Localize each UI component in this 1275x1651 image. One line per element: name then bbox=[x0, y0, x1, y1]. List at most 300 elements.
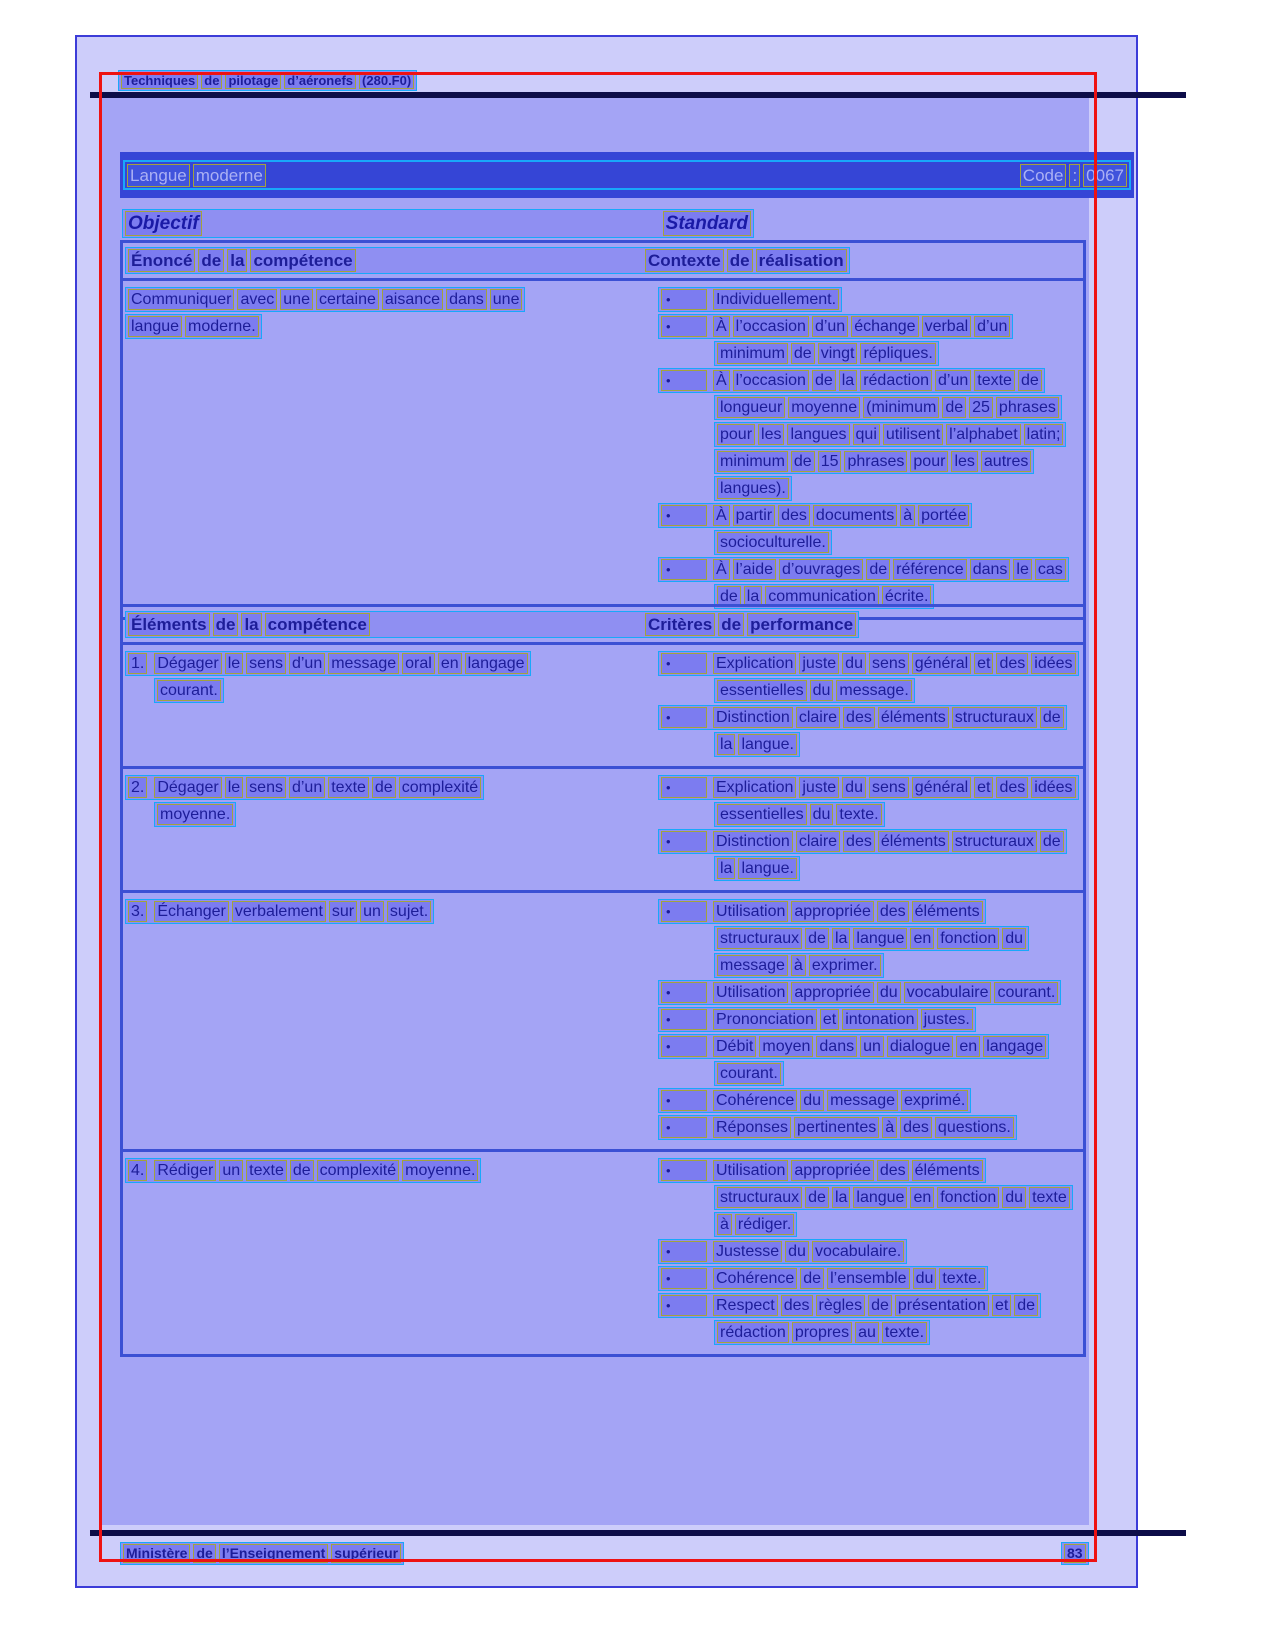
word-box: la bbox=[839, 370, 857, 391]
enonce-header bbox=[128, 249, 356, 272]
word-box: Ministère bbox=[123, 1544, 190, 1563]
word-box: de bbox=[198, 249, 224, 272]
table1-header-line bbox=[125, 247, 850, 274]
word-box: Utilisation bbox=[713, 901, 788, 922]
word-box: une bbox=[280, 289, 313, 310]
word-box: Utilisation bbox=[713, 982, 788, 1003]
word-box: 25 bbox=[969, 397, 993, 418]
word-box: de bbox=[1014, 1295, 1038, 1316]
word-box: de bbox=[868, 1295, 892, 1316]
word-box: Explication bbox=[713, 777, 796, 798]
word-box: 83 bbox=[1064, 1544, 1086, 1563]
word-box: et bbox=[820, 1009, 839, 1030]
text-line bbox=[125, 287, 525, 312]
course-code bbox=[1020, 164, 1127, 187]
elements-criteres-table bbox=[120, 604, 1086, 1357]
objectif-standard-row bbox=[122, 209, 754, 238]
word-box: règles bbox=[816, 1295, 866, 1316]
word-box: À bbox=[713, 316, 730, 337]
word-box: idées bbox=[1031, 653, 1075, 674]
word-box: utilisent bbox=[883, 424, 943, 445]
word-box: à bbox=[900, 505, 915, 526]
bullet-icon: • bbox=[661, 559, 707, 580]
word-box: structuraux bbox=[717, 928, 802, 949]
word-box: à bbox=[791, 955, 806, 976]
word-box: compétence bbox=[250, 249, 355, 272]
word-box: Distinction bbox=[713, 831, 793, 852]
enonce-cell bbox=[123, 285, 643, 611]
word-box: d’un bbox=[289, 653, 325, 674]
word-box: texte. bbox=[882, 1322, 927, 1343]
word-box: moyen bbox=[759, 1036, 813, 1057]
word-box: moyenne. bbox=[157, 804, 233, 825]
word-box: texte bbox=[1029, 1187, 1070, 1208]
table-row bbox=[123, 890, 1083, 1149]
word-box: 0067 bbox=[1083, 164, 1127, 187]
word-box: Débit bbox=[713, 1036, 756, 1057]
footer-page-number bbox=[1061, 1542, 1089, 1565]
course-title-banner bbox=[120, 152, 1134, 198]
word-box: Critères bbox=[645, 613, 715, 636]
word-box: général bbox=[912, 777, 971, 798]
word-box: du bbox=[785, 1241, 809, 1262]
word-box: juste bbox=[799, 777, 839, 798]
text-line bbox=[714, 1185, 1073, 1210]
word-box: idées bbox=[1031, 777, 1075, 798]
word-box: portée bbox=[918, 505, 969, 526]
word-box: à bbox=[717, 1214, 732, 1235]
text-line bbox=[658, 899, 986, 924]
word-box: de bbox=[805, 928, 829, 949]
bullet-icon: • bbox=[661, 370, 707, 391]
word-box: minimum bbox=[717, 343, 788, 364]
word-box: des bbox=[843, 831, 875, 852]
table1-header-row bbox=[123, 243, 1083, 281]
word-box: appropriée bbox=[791, 901, 874, 922]
word-box: des bbox=[781, 1295, 813, 1316]
word-box: le bbox=[225, 777, 243, 798]
word-box: moderne bbox=[193, 164, 266, 187]
word-box: Justesse bbox=[713, 1241, 782, 1262]
word-box: 1. bbox=[128, 653, 147, 674]
word-box: langues bbox=[787, 424, 849, 445]
text-line bbox=[658, 980, 1061, 1005]
word-box: sur bbox=[329, 901, 357, 922]
criteres-header bbox=[645, 613, 856, 636]
banner-text-line bbox=[123, 160, 1131, 190]
word-box: et bbox=[974, 653, 993, 674]
word-box: Prononciation bbox=[713, 1009, 817, 1030]
word-box: À bbox=[713, 370, 730, 391]
word-box: un bbox=[219, 1160, 243, 1181]
word-box: pour bbox=[717, 424, 755, 445]
word-box: appropriée bbox=[791, 1160, 874, 1181]
word-box: : bbox=[1069, 164, 1080, 187]
word-box: longueur bbox=[717, 397, 785, 418]
word-box: Objectif bbox=[125, 211, 202, 236]
text-line bbox=[125, 775, 484, 800]
word-box: des bbox=[877, 901, 909, 922]
word-box: la bbox=[227, 249, 247, 272]
criteria-cell bbox=[643, 1156, 1083, 1347]
word-box: du bbox=[913, 1268, 937, 1289]
word-box: Rédiger bbox=[154, 1160, 216, 1181]
word-box: référence bbox=[893, 559, 967, 580]
word-box: claire bbox=[796, 831, 840, 852]
word-box: dans bbox=[970, 559, 1011, 580]
word-box: une bbox=[490, 289, 523, 310]
word-box: performance bbox=[747, 613, 856, 636]
text-line bbox=[658, 1034, 1049, 1059]
bullet-icon: • bbox=[661, 707, 707, 728]
text-line bbox=[714, 395, 1062, 420]
text-line bbox=[658, 1293, 1041, 1318]
text-line bbox=[658, 1158, 986, 1183]
word-box: d’un bbox=[289, 777, 325, 798]
word-box: moyenne. bbox=[402, 1160, 478, 1181]
word-box: À bbox=[713, 559, 730, 580]
word-box: en bbox=[956, 1036, 980, 1057]
text-line bbox=[658, 829, 1067, 854]
word-box: de bbox=[1018, 370, 1042, 391]
word-box: général bbox=[912, 653, 971, 674]
word-box: en bbox=[438, 653, 462, 674]
word-box: un bbox=[360, 901, 384, 922]
word-box: Respect bbox=[713, 1295, 778, 1316]
objectif-label bbox=[125, 211, 202, 236]
word-box: et bbox=[992, 1295, 1011, 1316]
word-box: la bbox=[744, 586, 762, 607]
word-box: de bbox=[866, 559, 890, 580]
word-box: des bbox=[900, 1117, 932, 1138]
bullet-icon: • bbox=[661, 1090, 707, 1111]
text-line bbox=[714, 422, 1066, 447]
text-line bbox=[658, 1007, 976, 1032]
bullet-icon: • bbox=[661, 1117, 707, 1138]
word-box: langue bbox=[853, 1187, 907, 1208]
text-line bbox=[154, 678, 224, 703]
text-line bbox=[714, 802, 885, 827]
word-box: de bbox=[201, 72, 222, 89]
standard-label bbox=[663, 211, 751, 236]
text-line bbox=[125, 314, 262, 339]
word-box: l’Enseignement bbox=[219, 1544, 328, 1563]
word-box: Cohérence bbox=[713, 1268, 797, 1289]
bullet-icon: • bbox=[661, 1160, 707, 1181]
word-box: structuraux bbox=[717, 1187, 802, 1208]
text-line bbox=[714, 953, 884, 978]
word-box: du bbox=[1002, 1187, 1026, 1208]
word-box: les bbox=[951, 451, 977, 472]
word-box: au bbox=[855, 1322, 879, 1343]
text-line bbox=[714, 856, 800, 881]
bullet-icon: • bbox=[661, 982, 707, 1003]
bullet-icon: • bbox=[661, 653, 707, 674]
word-box: langue. bbox=[738, 734, 797, 755]
word-box: du bbox=[1002, 928, 1026, 949]
word-box: sens bbox=[246, 777, 286, 798]
bottom-horizontal-rule bbox=[90, 1530, 1186, 1536]
bullet-icon: • bbox=[661, 1268, 707, 1289]
word-box: rédaction bbox=[717, 1322, 789, 1343]
criteria-cell bbox=[643, 773, 1083, 883]
criteria-cell bbox=[643, 897, 1083, 1142]
table-row bbox=[123, 645, 1083, 766]
word-box: l’alphabet bbox=[946, 424, 1021, 445]
word-box: du bbox=[810, 680, 834, 701]
word-box: texte bbox=[328, 777, 369, 798]
word-box: structuraux bbox=[952, 707, 1037, 728]
word-box: qui bbox=[853, 424, 880, 445]
word-box: Individuellement. bbox=[713, 289, 839, 310]
bullet-icon: • bbox=[661, 505, 707, 526]
word-box: en bbox=[910, 1187, 934, 1208]
word-box: Énoncé bbox=[128, 249, 195, 272]
text-line bbox=[714, 476, 792, 501]
text-line bbox=[658, 775, 1079, 800]
word-box: de bbox=[1040, 707, 1064, 728]
word-box: la bbox=[717, 858, 735, 879]
word-box: minimum bbox=[717, 451, 788, 472]
document-page bbox=[75, 35, 1138, 1588]
word-box: de bbox=[791, 451, 815, 472]
table-row bbox=[123, 766, 1083, 890]
word-box: de bbox=[1040, 831, 1064, 852]
word-box: 3. bbox=[128, 901, 147, 922]
word-box: (280.F0) bbox=[359, 72, 414, 89]
word-box: et bbox=[974, 777, 993, 798]
word-box: rédiger. bbox=[735, 1214, 794, 1235]
footer-ministry bbox=[120, 1542, 404, 1565]
word-box: des bbox=[843, 707, 875, 728]
word-box: pertinentes bbox=[794, 1117, 879, 1138]
word-box: sujet. bbox=[387, 901, 431, 922]
word-box: justes. bbox=[921, 1009, 973, 1030]
contexte-header bbox=[645, 249, 847, 272]
word-box: courant. bbox=[994, 982, 1058, 1003]
word-box: pour bbox=[910, 451, 948, 472]
text-line bbox=[658, 1266, 988, 1291]
word-box: appropriée bbox=[791, 982, 874, 1003]
word-box: du bbox=[842, 653, 866, 674]
text-line bbox=[714, 341, 939, 366]
bullet-icon: • bbox=[661, 289, 707, 310]
element-cell bbox=[123, 773, 643, 883]
word-box: de bbox=[800, 1268, 824, 1289]
text-line bbox=[658, 314, 1013, 339]
word-box: éléments bbox=[912, 1160, 983, 1181]
word-box: texte. bbox=[939, 1268, 984, 1289]
word-box: Dégager bbox=[154, 777, 221, 798]
word-box: l’ensemble bbox=[827, 1268, 909, 1289]
element-cell bbox=[123, 897, 643, 1142]
word-box: un bbox=[860, 1036, 884, 1057]
text-line bbox=[125, 651, 531, 676]
word-box: autres bbox=[981, 451, 1031, 472]
word-box: message bbox=[328, 653, 399, 674]
word-box: échange bbox=[851, 316, 918, 337]
word-box: complexité bbox=[317, 1160, 399, 1181]
word-box: message bbox=[827, 1090, 898, 1111]
word-box: langage bbox=[465, 653, 528, 674]
word-box: le bbox=[1013, 559, 1031, 580]
word-box: phrases bbox=[844, 451, 907, 472]
text-line bbox=[658, 1115, 1017, 1140]
bullet-icon: • bbox=[661, 831, 707, 852]
word-box: de bbox=[193, 1544, 215, 1563]
text-line bbox=[125, 1158, 481, 1183]
word-box: exprimer. bbox=[809, 955, 881, 976]
word-box: des bbox=[877, 1160, 909, 1181]
word-box: la bbox=[832, 928, 850, 949]
word-box: Éléments bbox=[128, 613, 210, 636]
word-box: la bbox=[832, 1187, 850, 1208]
word-box: de bbox=[805, 1187, 829, 1208]
word-box: latin; bbox=[1024, 424, 1064, 445]
word-box: langue. bbox=[738, 858, 797, 879]
word-box: avec bbox=[237, 289, 277, 310]
word-box: vocabulaire bbox=[904, 982, 992, 1003]
word-box: courant. bbox=[157, 680, 221, 701]
word-box: de bbox=[717, 586, 741, 607]
word-box: 2. bbox=[128, 777, 147, 798]
word-box: l’occasion bbox=[733, 370, 809, 391]
word-box: oral bbox=[402, 653, 435, 674]
table-row bbox=[123, 1149, 1083, 1354]
word-box: de bbox=[718, 613, 744, 636]
bullet-icon: • bbox=[661, 1009, 707, 1030]
word-box: de bbox=[372, 777, 396, 798]
word-box: pilotage bbox=[225, 72, 281, 89]
word-box: claire bbox=[796, 707, 840, 728]
word-box: complexité bbox=[399, 777, 481, 798]
text-line bbox=[714, 1320, 930, 1345]
word-box: questions. bbox=[935, 1117, 1014, 1138]
text-line bbox=[658, 651, 1079, 676]
word-box: moderne. bbox=[185, 316, 259, 337]
word-box: éléments bbox=[878, 831, 949, 852]
bullet-icon: • bbox=[661, 901, 707, 922]
word-box: message. bbox=[836, 680, 911, 701]
word-box: courant. bbox=[717, 1063, 781, 1084]
word-box: de bbox=[727, 249, 753, 272]
word-box: essentielles bbox=[717, 804, 807, 825]
text-line bbox=[154, 802, 236, 827]
word-box: d’un bbox=[935, 370, 971, 391]
word-box: écrite. bbox=[882, 586, 932, 607]
word-box: moyenne bbox=[788, 397, 860, 418]
word-box: 15 bbox=[818, 451, 842, 472]
word-box: supérieur bbox=[331, 1544, 401, 1563]
element-cell bbox=[123, 1156, 643, 1347]
running-header bbox=[118, 70, 417, 91]
word-box: en bbox=[910, 928, 934, 949]
word-box: verbalement bbox=[232, 901, 326, 922]
word-box: sens bbox=[246, 653, 286, 674]
word-box: du bbox=[810, 804, 834, 825]
word-box: sens bbox=[869, 777, 909, 798]
word-box: l’aide bbox=[733, 559, 776, 580]
text-line bbox=[714, 449, 1034, 474]
word-box: langue bbox=[853, 928, 907, 949]
word-box: propres bbox=[792, 1322, 852, 1343]
word-box: fonction bbox=[937, 1187, 999, 1208]
word-box: d’un bbox=[974, 316, 1010, 337]
word-box: Utilisation bbox=[713, 1160, 788, 1181]
word-box: du bbox=[800, 1090, 824, 1111]
word-box: d’aéronefs bbox=[284, 72, 356, 89]
text-line bbox=[714, 926, 1029, 951]
word-box: communication bbox=[765, 586, 879, 607]
word-box: structuraux bbox=[952, 831, 1037, 852]
word-box: de bbox=[290, 1160, 314, 1181]
word-box: Dégager bbox=[154, 653, 221, 674]
word-box: vingt bbox=[818, 343, 858, 364]
word-box: rédaction bbox=[860, 370, 932, 391]
bullet-icon: • bbox=[661, 1295, 707, 1316]
word-box: la bbox=[717, 734, 735, 755]
text-line bbox=[125, 899, 434, 924]
word-box: les bbox=[758, 424, 784, 445]
word-box: l’occasion bbox=[733, 316, 809, 337]
word-box: texte bbox=[974, 370, 1015, 391]
word-box: langage bbox=[983, 1036, 1046, 1057]
word-box: Réponses bbox=[713, 1117, 791, 1138]
bullet-icon: • bbox=[661, 777, 707, 798]
word-box: fonction bbox=[937, 928, 999, 949]
word-box: intonation bbox=[842, 1009, 917, 1030]
word-box: Communiquer bbox=[128, 289, 234, 310]
elements-header bbox=[128, 613, 370, 636]
word-box: d’ouvrages bbox=[779, 559, 863, 580]
word-box: présentation bbox=[895, 1295, 989, 1316]
word-box: Cohérence bbox=[713, 1090, 797, 1111]
word-box: de bbox=[812, 370, 836, 391]
word-box: documents bbox=[813, 505, 897, 526]
word-box: Standard bbox=[663, 211, 751, 236]
text-line bbox=[714, 1061, 784, 1086]
text-line bbox=[658, 1088, 971, 1113]
word-box: À bbox=[713, 505, 730, 526]
word-box: socioculturelle. bbox=[717, 532, 829, 553]
word-box: de bbox=[942, 397, 966, 418]
word-box: d’un bbox=[812, 316, 848, 337]
word-box: essentielles bbox=[717, 680, 807, 701]
word-box: cas bbox=[1035, 559, 1066, 580]
text-line bbox=[658, 705, 1067, 730]
word-box: langue bbox=[128, 316, 182, 337]
word-box: Code bbox=[1020, 164, 1067, 187]
word-box: exprimé. bbox=[901, 1090, 968, 1111]
word-box: texte. bbox=[836, 804, 881, 825]
word-box: Explication bbox=[713, 653, 796, 674]
word-box: de bbox=[791, 343, 815, 364]
word-box: Distinction bbox=[713, 707, 793, 728]
word-box: dans bbox=[446, 289, 487, 310]
word-box: éléments bbox=[878, 707, 949, 728]
word-box: vocabulaire. bbox=[812, 1241, 904, 1262]
word-box: Échanger bbox=[154, 901, 229, 922]
word-box: (minimum bbox=[863, 397, 939, 418]
word-box: des bbox=[996, 777, 1028, 798]
course-title bbox=[127, 164, 266, 187]
bullet-icon: • bbox=[661, 316, 707, 337]
word-box: Contexte bbox=[645, 249, 724, 272]
table2-rows bbox=[123, 645, 1083, 1354]
text-line bbox=[658, 368, 1045, 393]
bullet-icon: • bbox=[661, 1036, 707, 1057]
word-box: à bbox=[882, 1117, 897, 1138]
